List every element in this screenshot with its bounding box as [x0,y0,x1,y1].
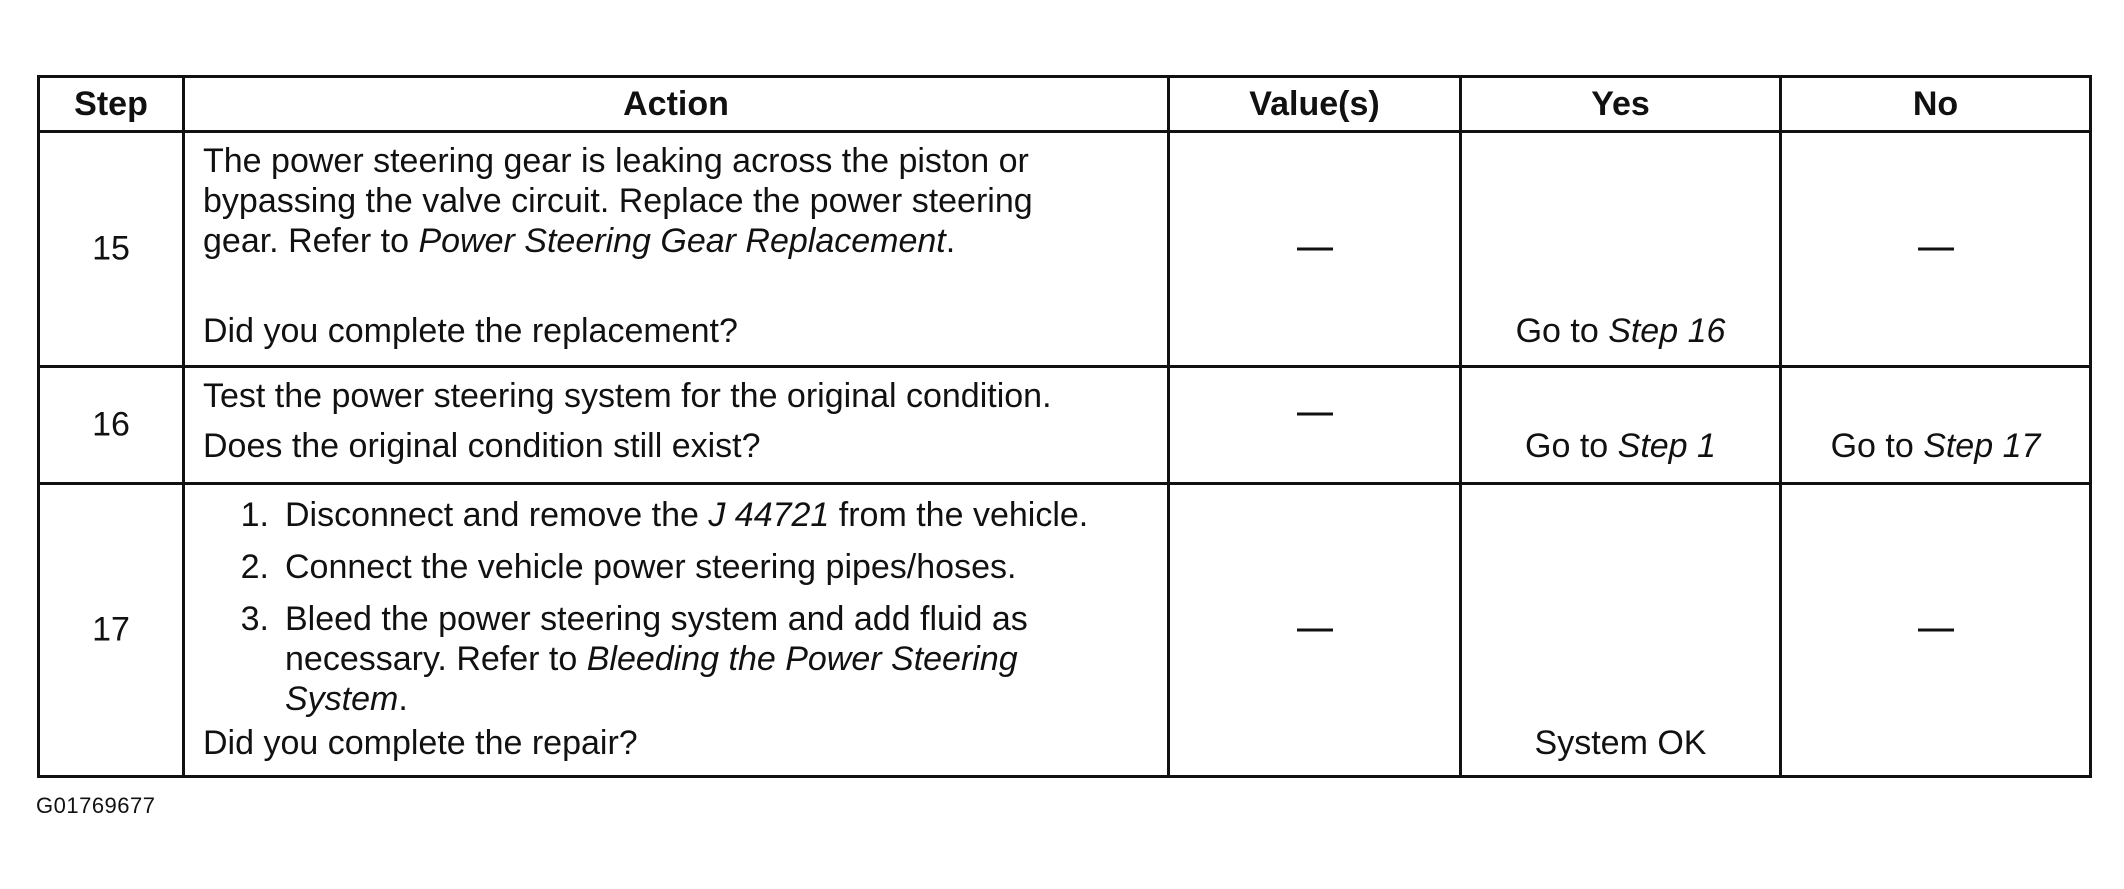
list-number: 1. [240,496,269,534]
figure-id: G01769677 [36,793,156,818]
value-cell [1169,367,1461,484]
list-item: 2. Connect the vehicle power steering pipes/hoses. [225,547,1159,587]
diagnostic-table [37,75,2092,778]
list-item: 3. Bleed the power steering system and add fluid as necessary. Refer to Bleeding the Power Steering System. [225,599,1107,719]
yes-cell [1461,484,1781,777]
action-cell [184,367,1169,484]
yes-result: Go to Step 1 [1525,427,1716,465]
tool-reference: J 44721 [708,496,830,534]
header-no: No [1781,77,2091,132]
yes-result: System OK [1534,724,1707,762]
step-number: 17 [92,610,130,649]
list-number: 2. [240,548,269,586]
table-row-step-15 [39,132,2091,367]
action-question: Did you complete the replacement? [203,312,738,350]
no-cell [1781,132,2091,367]
yes-cell [1461,367,1781,484]
reference-link[interactable]: Power Steering Gear Replacement [418,222,946,260]
step-link[interactable]: Step 1 [1617,427,1716,465]
header-action: Action [184,77,1169,132]
reference-link[interactable]: Bleeding the Power Steering System [285,640,1018,718]
action-question: Does the original condition still exist? [203,427,761,465]
no-cell [1781,484,2091,777]
header-row [39,77,2091,132]
header-values: Value(s) [1169,77,1461,132]
value-cell [1169,132,1461,367]
header-yes: Yes [1461,77,1781,132]
action-question: Did you complete the repair? [203,724,638,762]
step-link[interactable]: Step 17 [1923,427,2041,465]
step-cell [39,484,184,777]
step-number: 15 [92,229,130,268]
step-cell [39,367,184,484]
no-result: Go to Step 17 [1830,427,2041,465]
value-dash [1297,412,1333,415]
header-step: Step [39,77,184,132]
step-number: 16 [92,405,130,444]
action-text: The power steering gear is leaking across the piston or bypassing the valve circuit. Replace the power steering gear. Refer to Power Steering Gear Replacement. [203,142,1033,260]
no-cell [1781,367,2091,484]
step-link[interactable]: Step 16 [1608,312,1726,350]
no-dash [1918,629,1954,632]
action-cell [184,484,1169,777]
value-dash [1297,629,1333,632]
no-dash [1918,248,1954,251]
action-cell [184,132,1169,367]
action-text: Test the power steering system for the original condition. [203,377,1052,415]
table-row-step-16 [39,367,2091,484]
yes-cell [1461,132,1781,367]
value-dash [1297,248,1333,251]
value-cell [1169,484,1461,777]
list-item: 1. Disconnect and remove the J 44721 from the vehicle. [225,495,1159,535]
yes-result: Go to Step 16 [1515,312,1726,350]
table-row-step-17 [39,484,2091,777]
list-number: 3. [240,600,269,638]
step-cell [39,132,184,367]
